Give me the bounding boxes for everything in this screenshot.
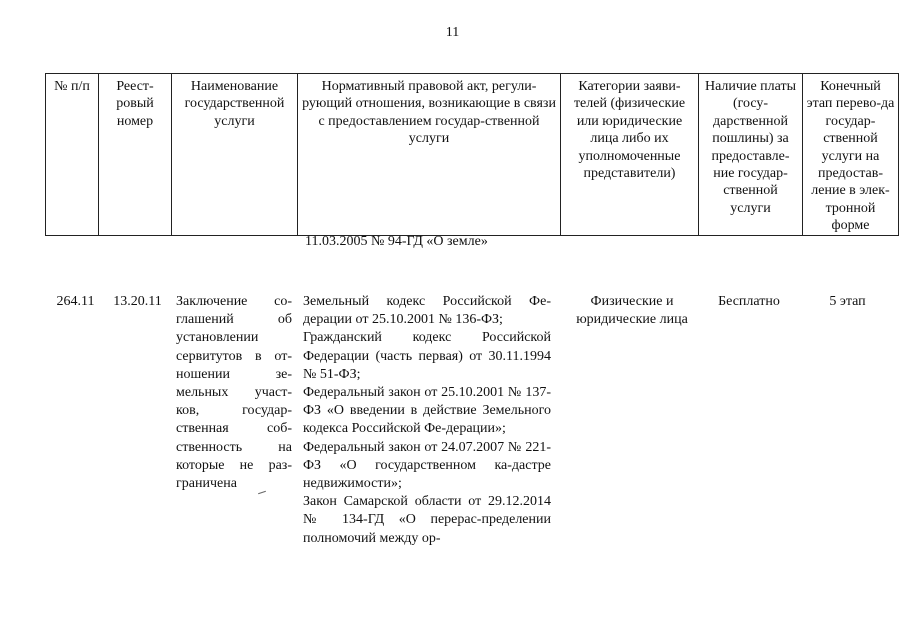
header-legal-act: Нормативный правовой акт, регули-рующий отношения, возникающие в связи с предоставлением государ-ственной услуги xyxy=(298,74,561,236)
header-applicant-category: Категории заяви-телей (физические или юридические лица либо их уполномоченные представители) xyxy=(561,74,699,236)
header-number: № п/п xyxy=(46,74,99,236)
header-electronic-stage: Конечный этап перево-да государ-ственной услуги на предостав-ление в элек-тронной форме xyxy=(803,74,899,236)
continuation-text: 11.03.2005 № 94-ГД «О земле» xyxy=(305,234,488,249)
row-fee: Бесплатно xyxy=(718,294,780,309)
legal-act: Гражданский кодекс Российской Федерации (часть первая) от 30.11.1994 № 51-ФЗ; xyxy=(303,330,551,382)
legal-act: Закон Самарской области от 29.12.2014 № 134-ГД «О перерас-пределении полномочий между ор- xyxy=(303,494,551,546)
header-fee: Наличие платы (госу-дарственной пошлины) за предоставле-ние государ-ственной услуги xyxy=(699,74,803,236)
row-service-name: Заключение со-глашений об установлении сервитутов в от-ношении зе-мельных участ-ков, государ-ственная соб-ственность на которые не раз-граничена xyxy=(176,294,292,492)
page-number: 11 xyxy=(445,25,460,40)
legal-act: Федеральный закон от 25.10.2001 № 137-ФЗ «О введении в действие Земельного кодекса Российской Фе-дерации»; xyxy=(303,385,551,437)
header-service-name: Наименование государственной услуги xyxy=(172,74,298,236)
row-number: 264.11 xyxy=(56,294,95,309)
legal-act: Земельный кодекс Российской Фе-дерации от 25.10.2001 № 136-ФЗ; xyxy=(303,294,551,328)
services-table-header xyxy=(45,73,899,236)
header-registry-number: Реест-ровый номер xyxy=(99,74,172,236)
row-stage: 5 этап xyxy=(829,294,866,309)
legal-act: Федеральный закон от 24.07.2007 № 221-ФЗ «О государственном ка-дастре недвижимости»; xyxy=(303,439,551,492)
row-applicants: Физические и юридические лица xyxy=(576,294,688,328)
row-legal-acts xyxy=(303,293,551,548)
row-registry-number: 13.20.11 xyxy=(113,294,162,309)
